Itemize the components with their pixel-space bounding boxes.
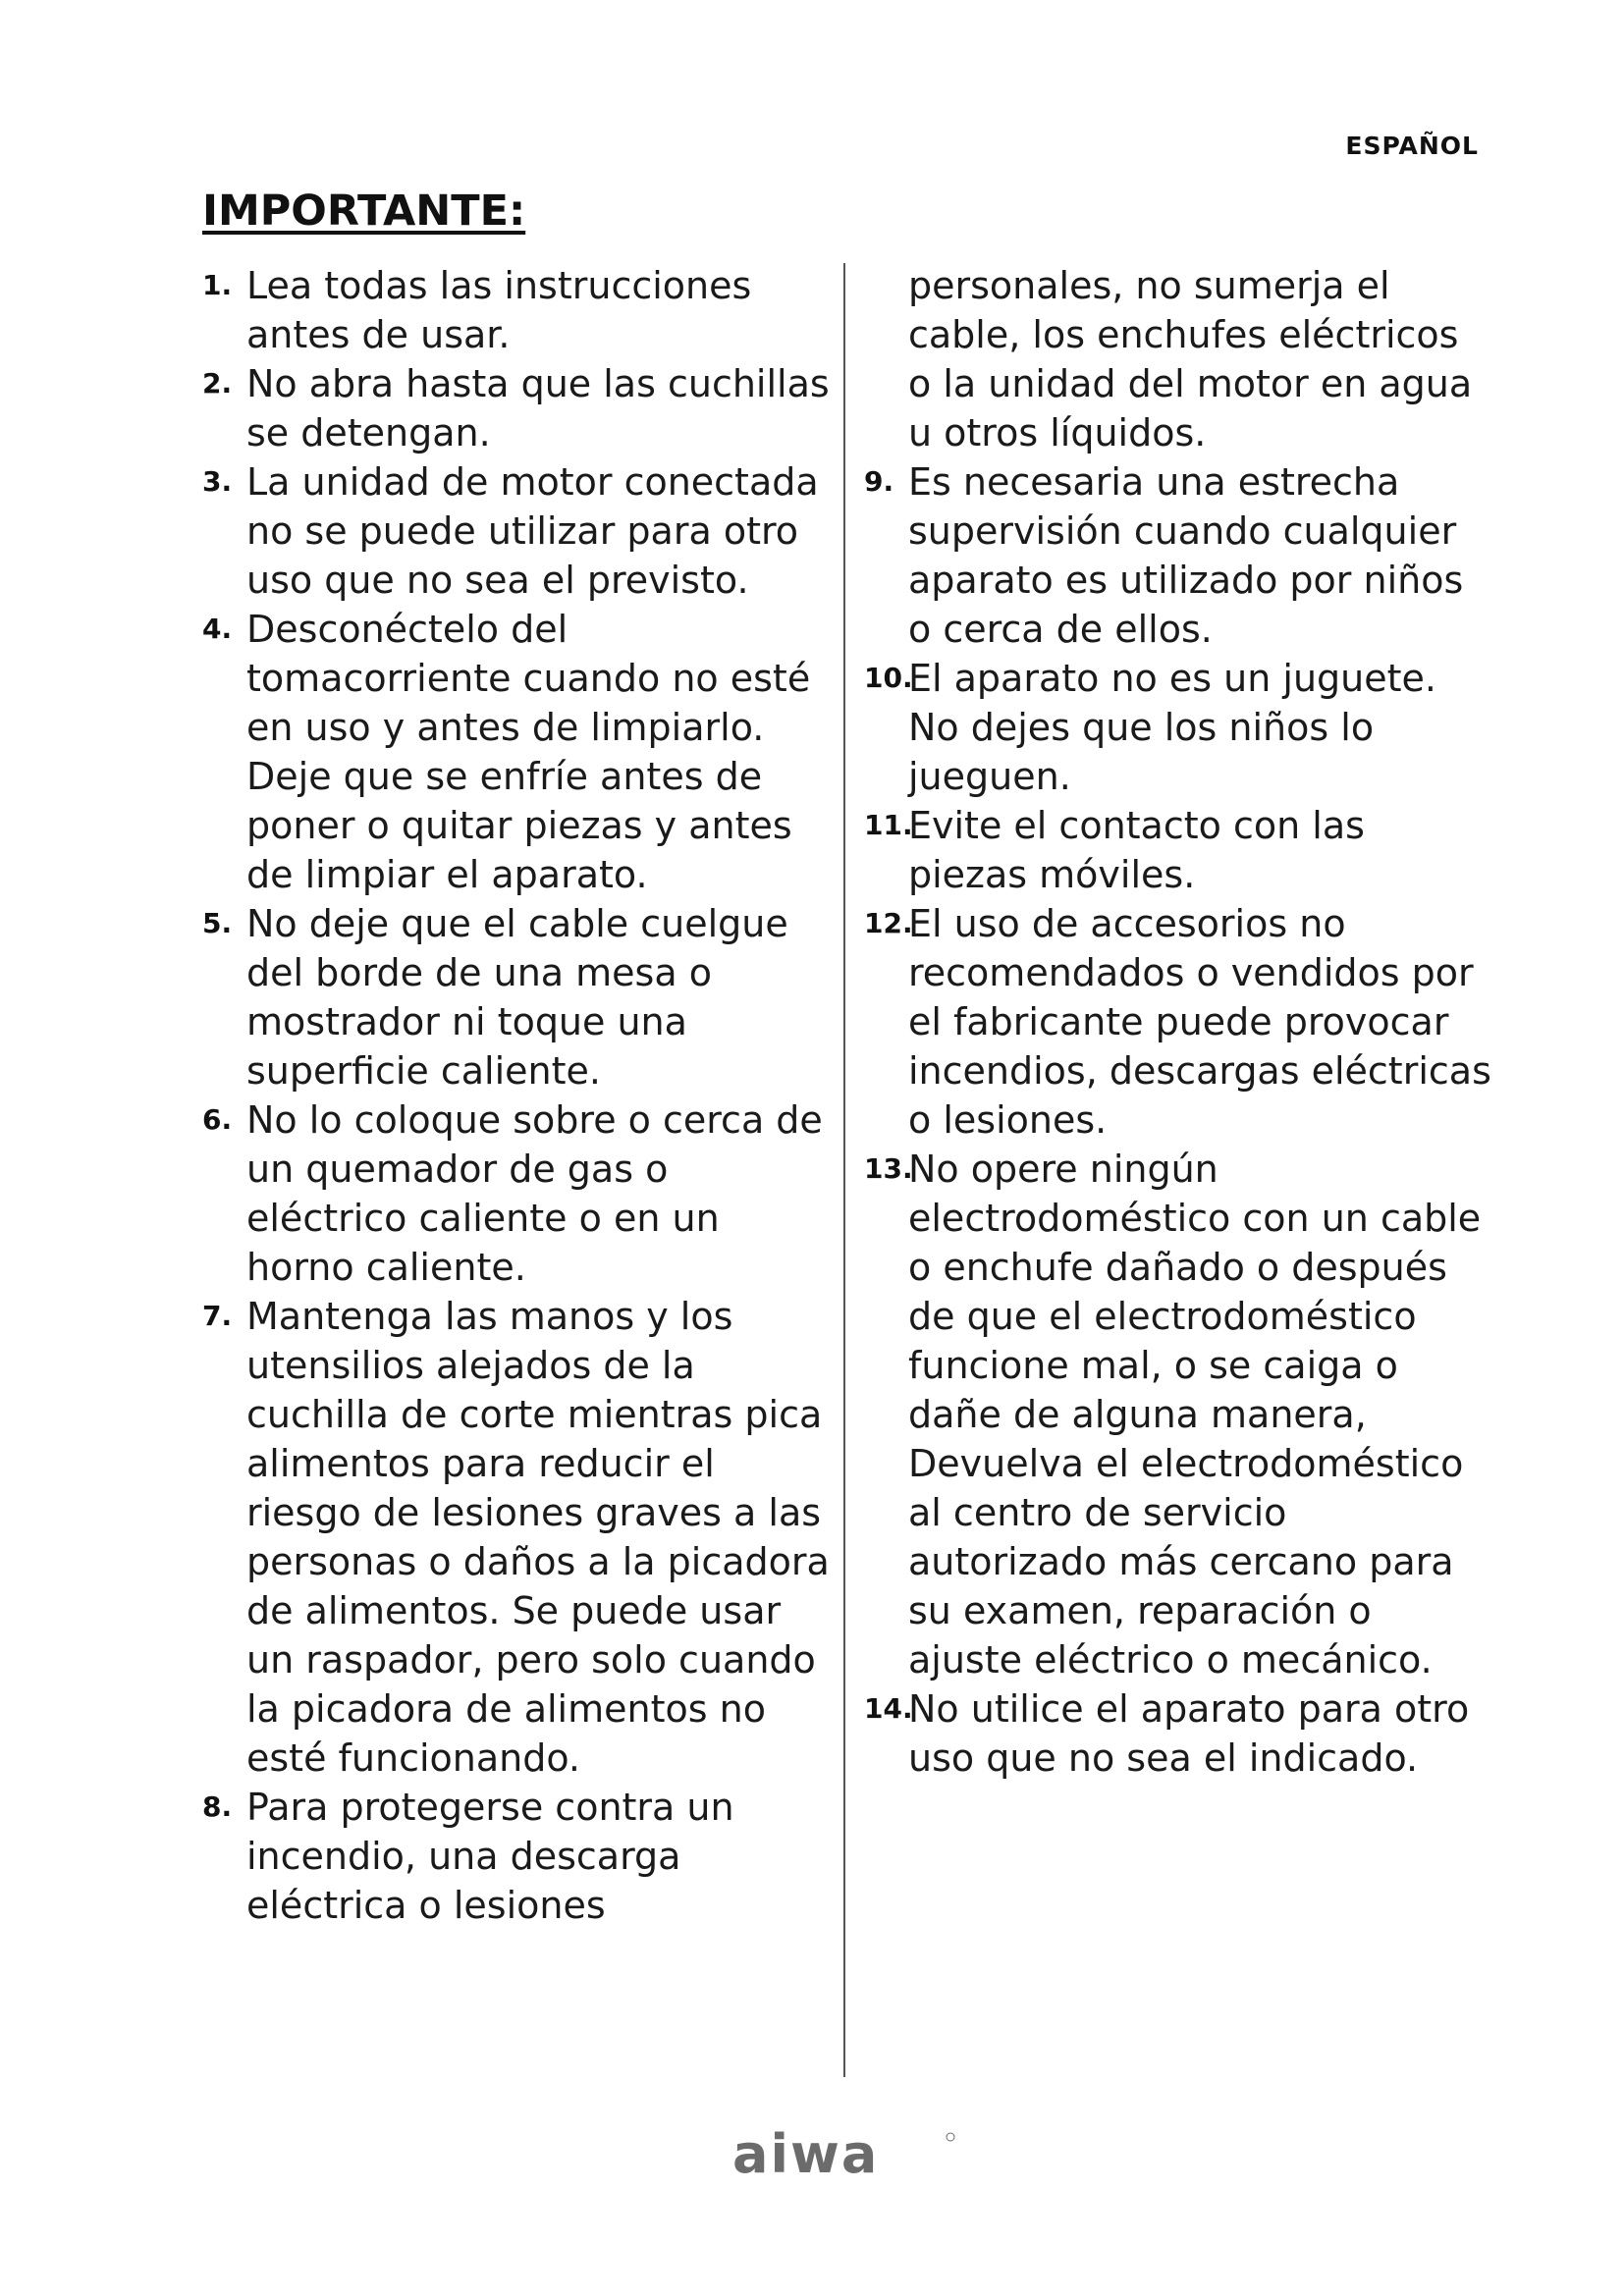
- item-text: Es necesaria una estrecha supervisión cuando cualquier aparato es utilizado por niños o cerca de ellos.: [908, 460, 1464, 651]
- instruction-item: [864, 899, 1492, 1145]
- item-number: 7.: [202, 1300, 233, 1332]
- item-text: Evite el contacto con las piezas móviles.: [908, 804, 1365, 896]
- logo-wordmark: aiwa: [732, 2125, 880, 2184]
- item-text: El aparato no es un juguete. No dejes que los niños lo jueguen.: [908, 657, 1436, 798]
- item-number: 1.: [202, 269, 233, 301]
- instruction-item: [202, 457, 831, 605]
- item-number: 10.: [864, 662, 913, 694]
- language-label: ESPAÑOL: [1345, 132, 1479, 160]
- item-text: No deje que el cable cuelgue del borde de una mesa o mostrador ni toque una superficie caliente.: [246, 902, 788, 1093]
- item-text: Mantenga las manos y los utensilios alejados de la cuchilla de corte mientras pica alimentos para reducir el riesgo de lesiones graves a las personas o daños a la picadora de alimentos. Se puede usar un raspador, pero solo cuando la picadora de alimentos no esté funcionando.: [246, 1295, 830, 1780]
- instruction-item: [864, 654, 1492, 801]
- item-number: 12.: [864, 907, 913, 939]
- item-text: Lea todas las instrucciones antes de usar.: [246, 264, 752, 356]
- item-number: 9.: [864, 465, 894, 498]
- item-number: 6.: [202, 1103, 233, 1136]
- item-text: Desconéctelo del tomacorriente cuando no esté en uso y antes de limpiarlo. Deje que se enfríe antes de poner o quitar piezas y antes de limpiar el aparato.: [246, 608, 811, 896]
- item-text: Para protegerse contra un incendio, una descarga eléctrica o lesiones: [246, 1786, 734, 1927]
- item-text: No opere ningún electrodoméstico con un cable o enchufe dañado o después de que el electrodoméstico funcione mal, o se caiga o dañe de alguna manera, Devuelva el electrodoméstico al centro de servicio autorizado más cercano para su examen, reparación o ajuste eléctrico o mecánico.: [908, 1148, 1482, 1682]
- item-text: No lo coloque sobre o cerca de un quemador de gas o eléctrico caliente o en un horno caliente.: [246, 1098, 823, 1289]
- instruction-item: [864, 801, 1492, 899]
- item-text: La unidad de motor conectada no se puede utilizar para otro uso que no sea el previsto.: [246, 460, 819, 602]
- page-title: IMPORTANTE:: [202, 187, 526, 236]
- instructions-left-column: [202, 261, 831, 1930]
- item-number: 4.: [202, 613, 233, 645]
- item-number: 3.: [202, 465, 233, 498]
- instructions-right-column: [864, 261, 1492, 1783]
- instruction-item: [202, 359, 831, 457]
- instruction-item: [202, 261, 831, 359]
- item-text: No abra hasta que las cuchillas se detengan.: [246, 362, 830, 454]
- instruction-item: [202, 605, 831, 899]
- instruction-item: [864, 457, 1492, 654]
- instruction-item: [202, 1292, 831, 1783]
- item-text: El uso de accesorios no recomendados o vendidos por el fabricante puede provocar incendios, descargas eléctricas o lesiones.: [908, 902, 1491, 1142]
- item-number: 8.: [202, 1790, 233, 1823]
- item-number: 5.: [202, 907, 233, 939]
- aiwa-logo: [727, 2125, 962, 2184]
- instruction-item: [864, 1684, 1492, 1783]
- instruction-item: [202, 1095, 831, 1292]
- column-divider: [843, 263, 845, 2077]
- instruction-item: [202, 899, 831, 1095]
- item-number: 2.: [202, 367, 233, 400]
- item-number: 11.: [864, 809, 913, 841]
- item-number: 13.: [864, 1152, 913, 1185]
- instruction-item: [864, 1145, 1492, 1684]
- instruction-item: [202, 1783, 831, 1930]
- registered-mark-icon: [947, 2133, 954, 2141]
- item-number: 14.: [864, 1692, 913, 1725]
- item-8-continuation: personales, no sumerja el cable, los enchufes eléctricos o la unidad del motor en agua u otros líquidos.: [908, 264, 1473, 454]
- item-text: No utilice el aparato para otro uso que no sea el indicado.: [908, 1687, 1470, 1780]
